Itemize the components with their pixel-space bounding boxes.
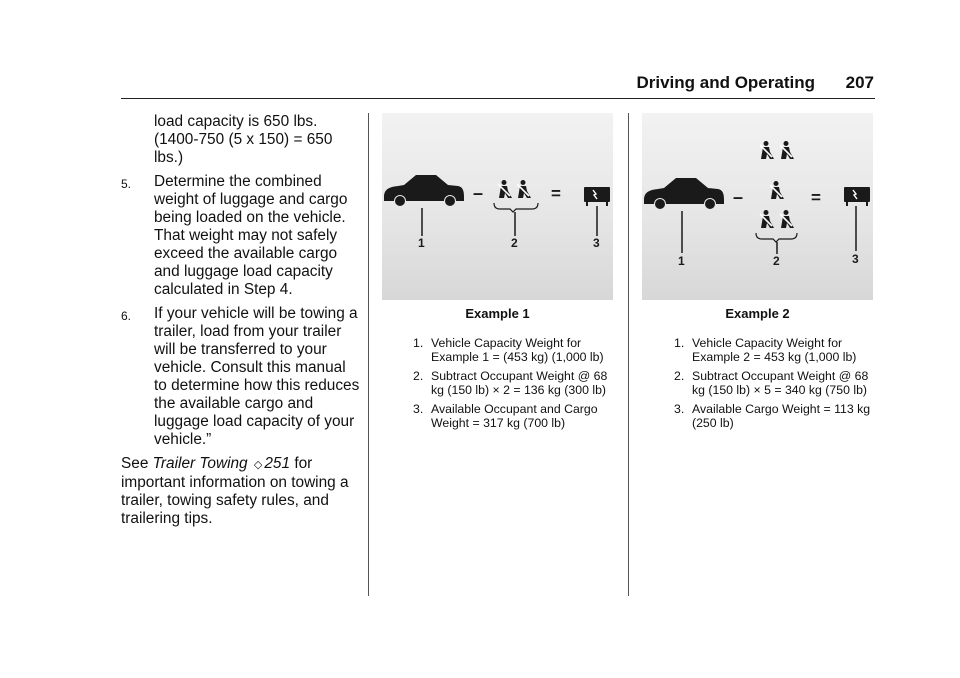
cargo-icon bbox=[844, 187, 870, 206]
see-prefix: See bbox=[121, 455, 149, 472]
section-title: Driving and Operating bbox=[636, 73, 815, 92]
example-2-list bbox=[674, 336, 874, 434]
occupant-icon bbox=[780, 141, 794, 159]
see-reference bbox=[121, 455, 361, 528]
step-number: 5. bbox=[121, 177, 132, 191]
list-item: 3. Available Occupant and Cargo Weight = 317 kg (700 lb) bbox=[413, 401, 598, 431]
step-text: Determine the combined weight of luggage and cargo being loaded on the vehicle. That weight may not safely exceed the available cargo and luggage load capacity calculated in Step 4. bbox=[154, 173, 348, 298]
occupant-icon bbox=[498, 180, 512, 198]
example-2-caption: Example 2 bbox=[725, 306, 790, 321]
equals-sign: = bbox=[811, 188, 821, 207]
occupant-icon bbox=[760, 210, 774, 228]
see-suffix: for important information on towing a trailer, towing safety rules, and trailering tips. bbox=[121, 455, 349, 527]
callout-1: 1 bbox=[418, 236, 425, 250]
list-item: 2. Subtract Occupant Weight @ 68 kg (150 lb) × 5 = 340 kg (750 lb) bbox=[674, 368, 869, 398]
group-bracket bbox=[756, 233, 797, 242]
left-column bbox=[121, 113, 361, 528]
occupant-icon bbox=[760, 141, 774, 159]
page-number: 207 bbox=[845, 73, 874, 92]
callout-2: 2 bbox=[773, 254, 780, 268]
occupant-icon bbox=[780, 210, 794, 228]
page-ref-number[interactable]: 251 bbox=[264, 455, 291, 472]
page-ref-arrow-icon: ◇ bbox=[253, 459, 263, 471]
cargo-icon bbox=[584, 187, 610, 206]
callout-2: 2 bbox=[511, 236, 518, 250]
header-rule bbox=[121, 98, 875, 99]
car-icon bbox=[384, 175, 464, 206]
column-divider-2 bbox=[628, 113, 629, 596]
example-1-caption: Example 1 bbox=[465, 306, 530, 321]
car-icon bbox=[644, 178, 724, 209]
minus-sign: – bbox=[473, 183, 484, 203]
equals-sign: = bbox=[551, 184, 561, 203]
column-divider-1 bbox=[368, 113, 369, 596]
list-item: 2. Subtract Occupant Weight @ 68 kg (150 lb) × 2 = 136 kg (300 lb) bbox=[413, 368, 608, 398]
callout-3: 3 bbox=[593, 236, 600, 250]
example-2-figure bbox=[642, 113, 873, 300]
example-1-list bbox=[413, 336, 613, 434]
group-bracket bbox=[494, 203, 538, 212]
step-text: If your vehicle will be towing a trailer, load from your trailer will be transferred to your vehicle. Consult this manual to determine how this reduces the available cargo and luggage load capacity of your vehicle.” bbox=[154, 305, 360, 448]
minus-sign: – bbox=[733, 187, 744, 207]
step-6 bbox=[121, 305, 361, 449]
trailer-towing-link[interactable]: Trailer Towing bbox=[152, 455, 248, 472]
callout-3: 3 bbox=[852, 252, 859, 266]
step-5 bbox=[121, 173, 361, 299]
example-1-figure bbox=[382, 113, 613, 300]
list-item: 1. Vehicle Capacity Weight for Example 1 = (453 kg) (1,000 lb) bbox=[413, 336, 604, 365]
list-item: 1. Vehicle Capacity Weight for Example 2 = 453 kg (1,000 lb) bbox=[674, 336, 857, 365]
occupant-icon bbox=[770, 181, 784, 199]
continued-text: load capacity is 650 lbs. (1400-750 (5 x 150) = 650 lbs.) bbox=[154, 113, 333, 166]
occupant-icon bbox=[517, 180, 531, 198]
callout-1: 1 bbox=[678, 254, 685, 268]
step-number: 6. bbox=[121, 309, 132, 323]
list-item: 3. Available Cargo Weight = 113 kg (250 lb) bbox=[674, 401, 871, 431]
